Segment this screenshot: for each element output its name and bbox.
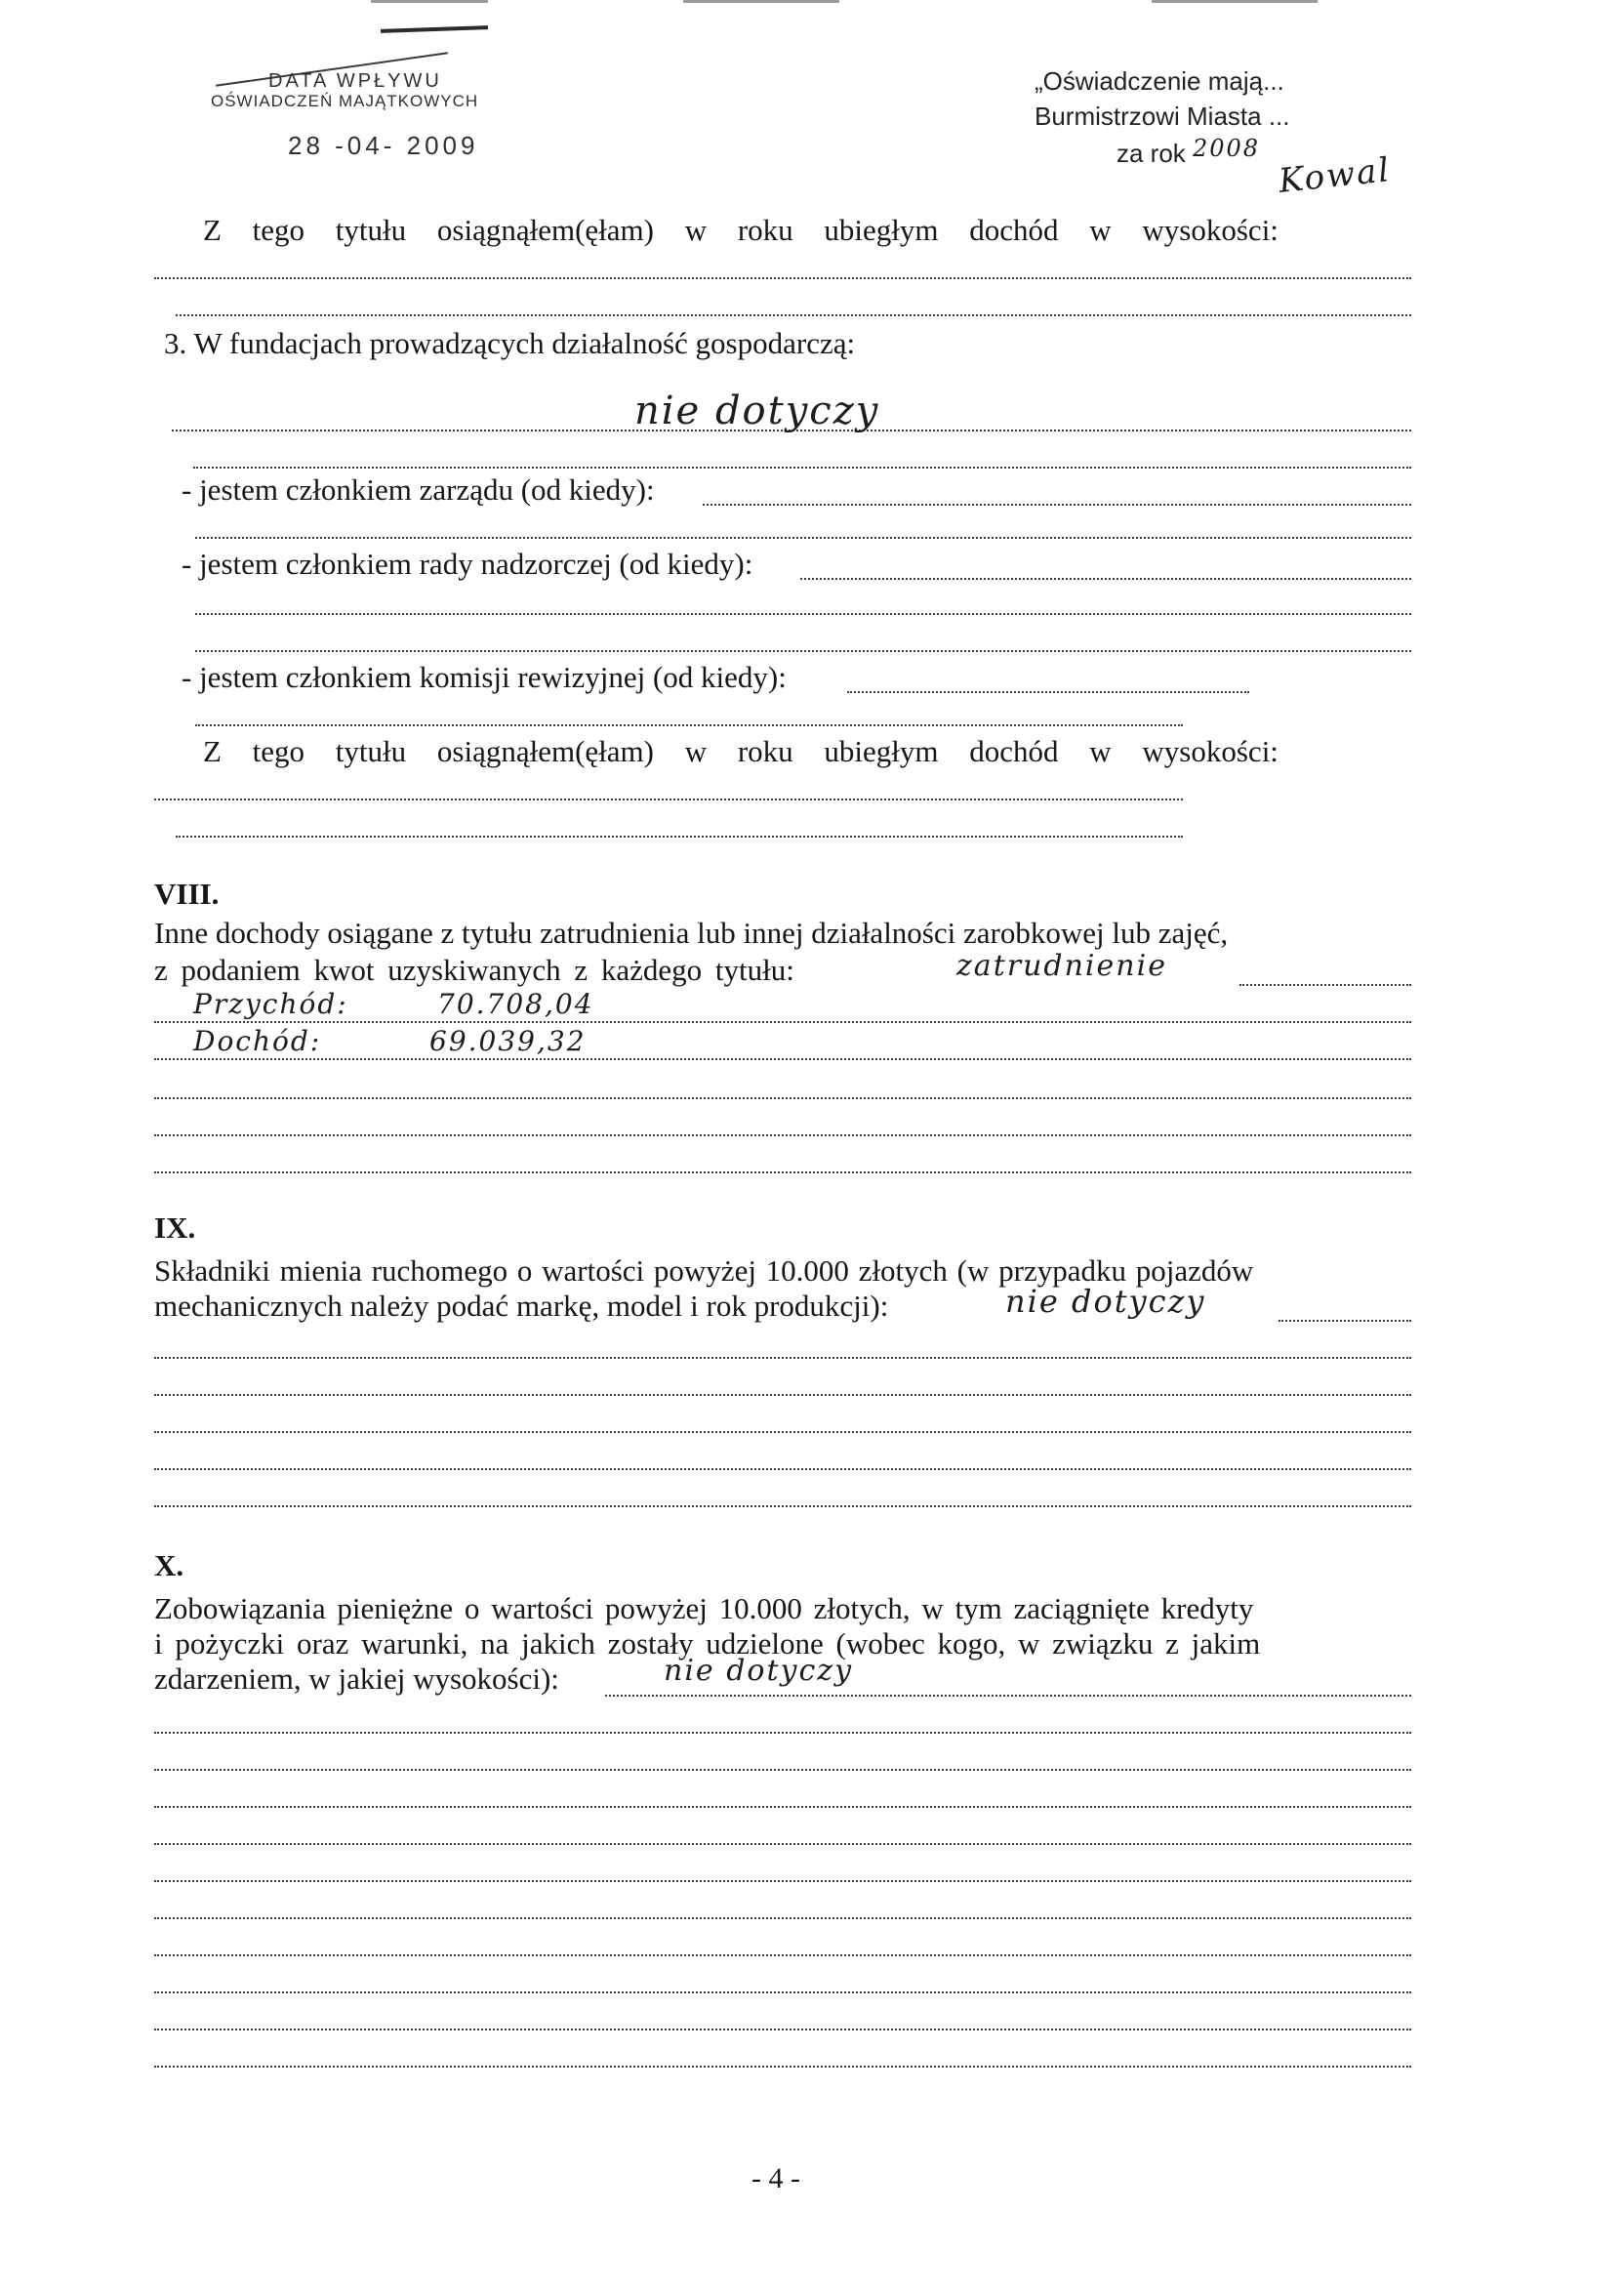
blank-line (195, 613, 1411, 615)
section-viii-heading: VIII. (154, 877, 220, 911)
page-number: - 4 - (751, 2162, 800, 2194)
blank-line (154, 277, 1411, 279)
blank-line (154, 1917, 1411, 1919)
blank-line (154, 1991, 1411, 1993)
section-3-income-text: Z tego tytułu osiągnąłem(ęłam) w roku ubiegłym dochód w wysokości: (203, 734, 1279, 768)
header-year-handwritten: 2008 (1193, 135, 1261, 162)
blank-line (195, 650, 1411, 652)
section-x-answer-handwritten: nie dotyczy (664, 1654, 854, 1688)
section-x-text-2: i pożyczki oraz warunki, na jakich zostały udzielone (wobec kogo, w związku z jakim (154, 1626, 1261, 1660)
signature: Kowal (1277, 150, 1393, 201)
board-member-label: - jestem członkiem zarządu (od kiedy): (182, 472, 655, 507)
blank-line (154, 1806, 1411, 1808)
section-ix-answer-handwritten: nie dotyczy (1005, 1283, 1206, 1320)
supervisory-board-field[interactable] (800, 578, 1411, 580)
blank-line (195, 724, 1183, 726)
header-line-1: „Oświadczenie mają... (1035, 66, 1284, 96)
section-ix-text-2: mechanicznych należy podać markę, model i rok produkcji): (154, 1289, 889, 1323)
section-x-text-3: zdarzeniem, w jakiej wysokości): (154, 1661, 559, 1696)
blank-line (176, 836, 1183, 838)
section-viii-text-1: Inne dochody osiągane z tytułu zatrudnienia lub innej działalności zarobkowej lub zajęć, (154, 916, 1229, 950)
blank-line (154, 1357, 1411, 1359)
blank-line (195, 537, 1411, 539)
blank-line (154, 1171, 1411, 1173)
blank-line (154, 1732, 1411, 1734)
blank-line (154, 1468, 1411, 1470)
section-x-heading: X. (154, 1548, 184, 1582)
profit-label-handwritten: Dochód: (193, 1025, 322, 1057)
stamp-line-1: DATA WPŁYWU (268, 70, 442, 92)
stamp-date: 28 -04- 2009 (288, 131, 479, 160)
received-stamp (195, 21, 547, 178)
profit-value-handwritten: 69.039,32 (429, 1025, 587, 1057)
top-income-text: Z tego tytułu osiągnąłem(ęłam) w roku ubiegłym dochód w wysokości: (203, 213, 1279, 247)
board-member-field[interactable] (703, 504, 1411, 506)
revenue-label-handwritten: Przychód: (193, 988, 348, 1020)
section-3-title: 3. W fundacjach prowadzących działalność gospodarczą: (164, 326, 856, 360)
section-3-income-line (203, 734, 1413, 769)
header-line-3: za rok (1116, 139, 1186, 168)
section-x-text-1: Zobowiązania pieniężne o wartości powyżej 10.000 złotych, w tym zaciągnięte kredyty (154, 1591, 1254, 1625)
header-line-2: Burmistrzowi Miasta ... (1035, 102, 1290, 131)
income-row-line (154, 1021, 1411, 1023)
blank-line (154, 1843, 1411, 1845)
blank-line (1279, 1320, 1411, 1322)
revenue-value-handwritten: 70.708,04 (437, 988, 594, 1020)
blank-line (154, 1954, 1411, 1956)
income-row-line (154, 1058, 1411, 1060)
blank-line (154, 2029, 1411, 2030)
blank-line (154, 1134, 1411, 1136)
scan-artifact (1152, 0, 1318, 3)
section-ix-heading: IX. (154, 1210, 196, 1245)
blank-line (154, 1097, 1411, 1099)
blank-line (154, 1769, 1411, 1771)
blank-line (176, 314, 1411, 316)
stamp-rule (381, 25, 488, 33)
blank-line (154, 1394, 1411, 1396)
blank-line (193, 467, 1411, 469)
blank-line (605, 1695, 1411, 1697)
stamp-line-2: OŚWIADCZEŃ MAJĄTKOWYCH (211, 92, 479, 110)
blank-line (1239, 984, 1411, 986)
audit-committee-label: - jestem członkiem komisji rewizyjnej (od kiedy): (182, 660, 787, 694)
blank-line (154, 2066, 1411, 2068)
blank-line (154, 1431, 1411, 1433)
blank-line (154, 1880, 1411, 1882)
section-ix-text-1: Składniki mienia ruchomego o wartości powyżej 10.000 złotych (w przypadku pojazdów (154, 1253, 1254, 1288)
scan-artifact (371, 0, 488, 3)
section-viii-text-2: z podaniem kwot uzyskiwanych z każdego tytułu: (154, 953, 794, 987)
supervisory-board-label: - jestem członkiem rady nadzorczej (od kiedy): (182, 547, 753, 581)
scan-artifact (683, 0, 839, 3)
section-3-answer-handwritten: nie dotyczy (634, 389, 880, 433)
blank-line (154, 799, 1183, 800)
blank-line (154, 1505, 1411, 1507)
top-income-line (203, 213, 1413, 248)
section-viii-answer-handwritten: zatrudnienie (956, 949, 1167, 983)
audit-committee-field[interactable] (847, 691, 1249, 693)
